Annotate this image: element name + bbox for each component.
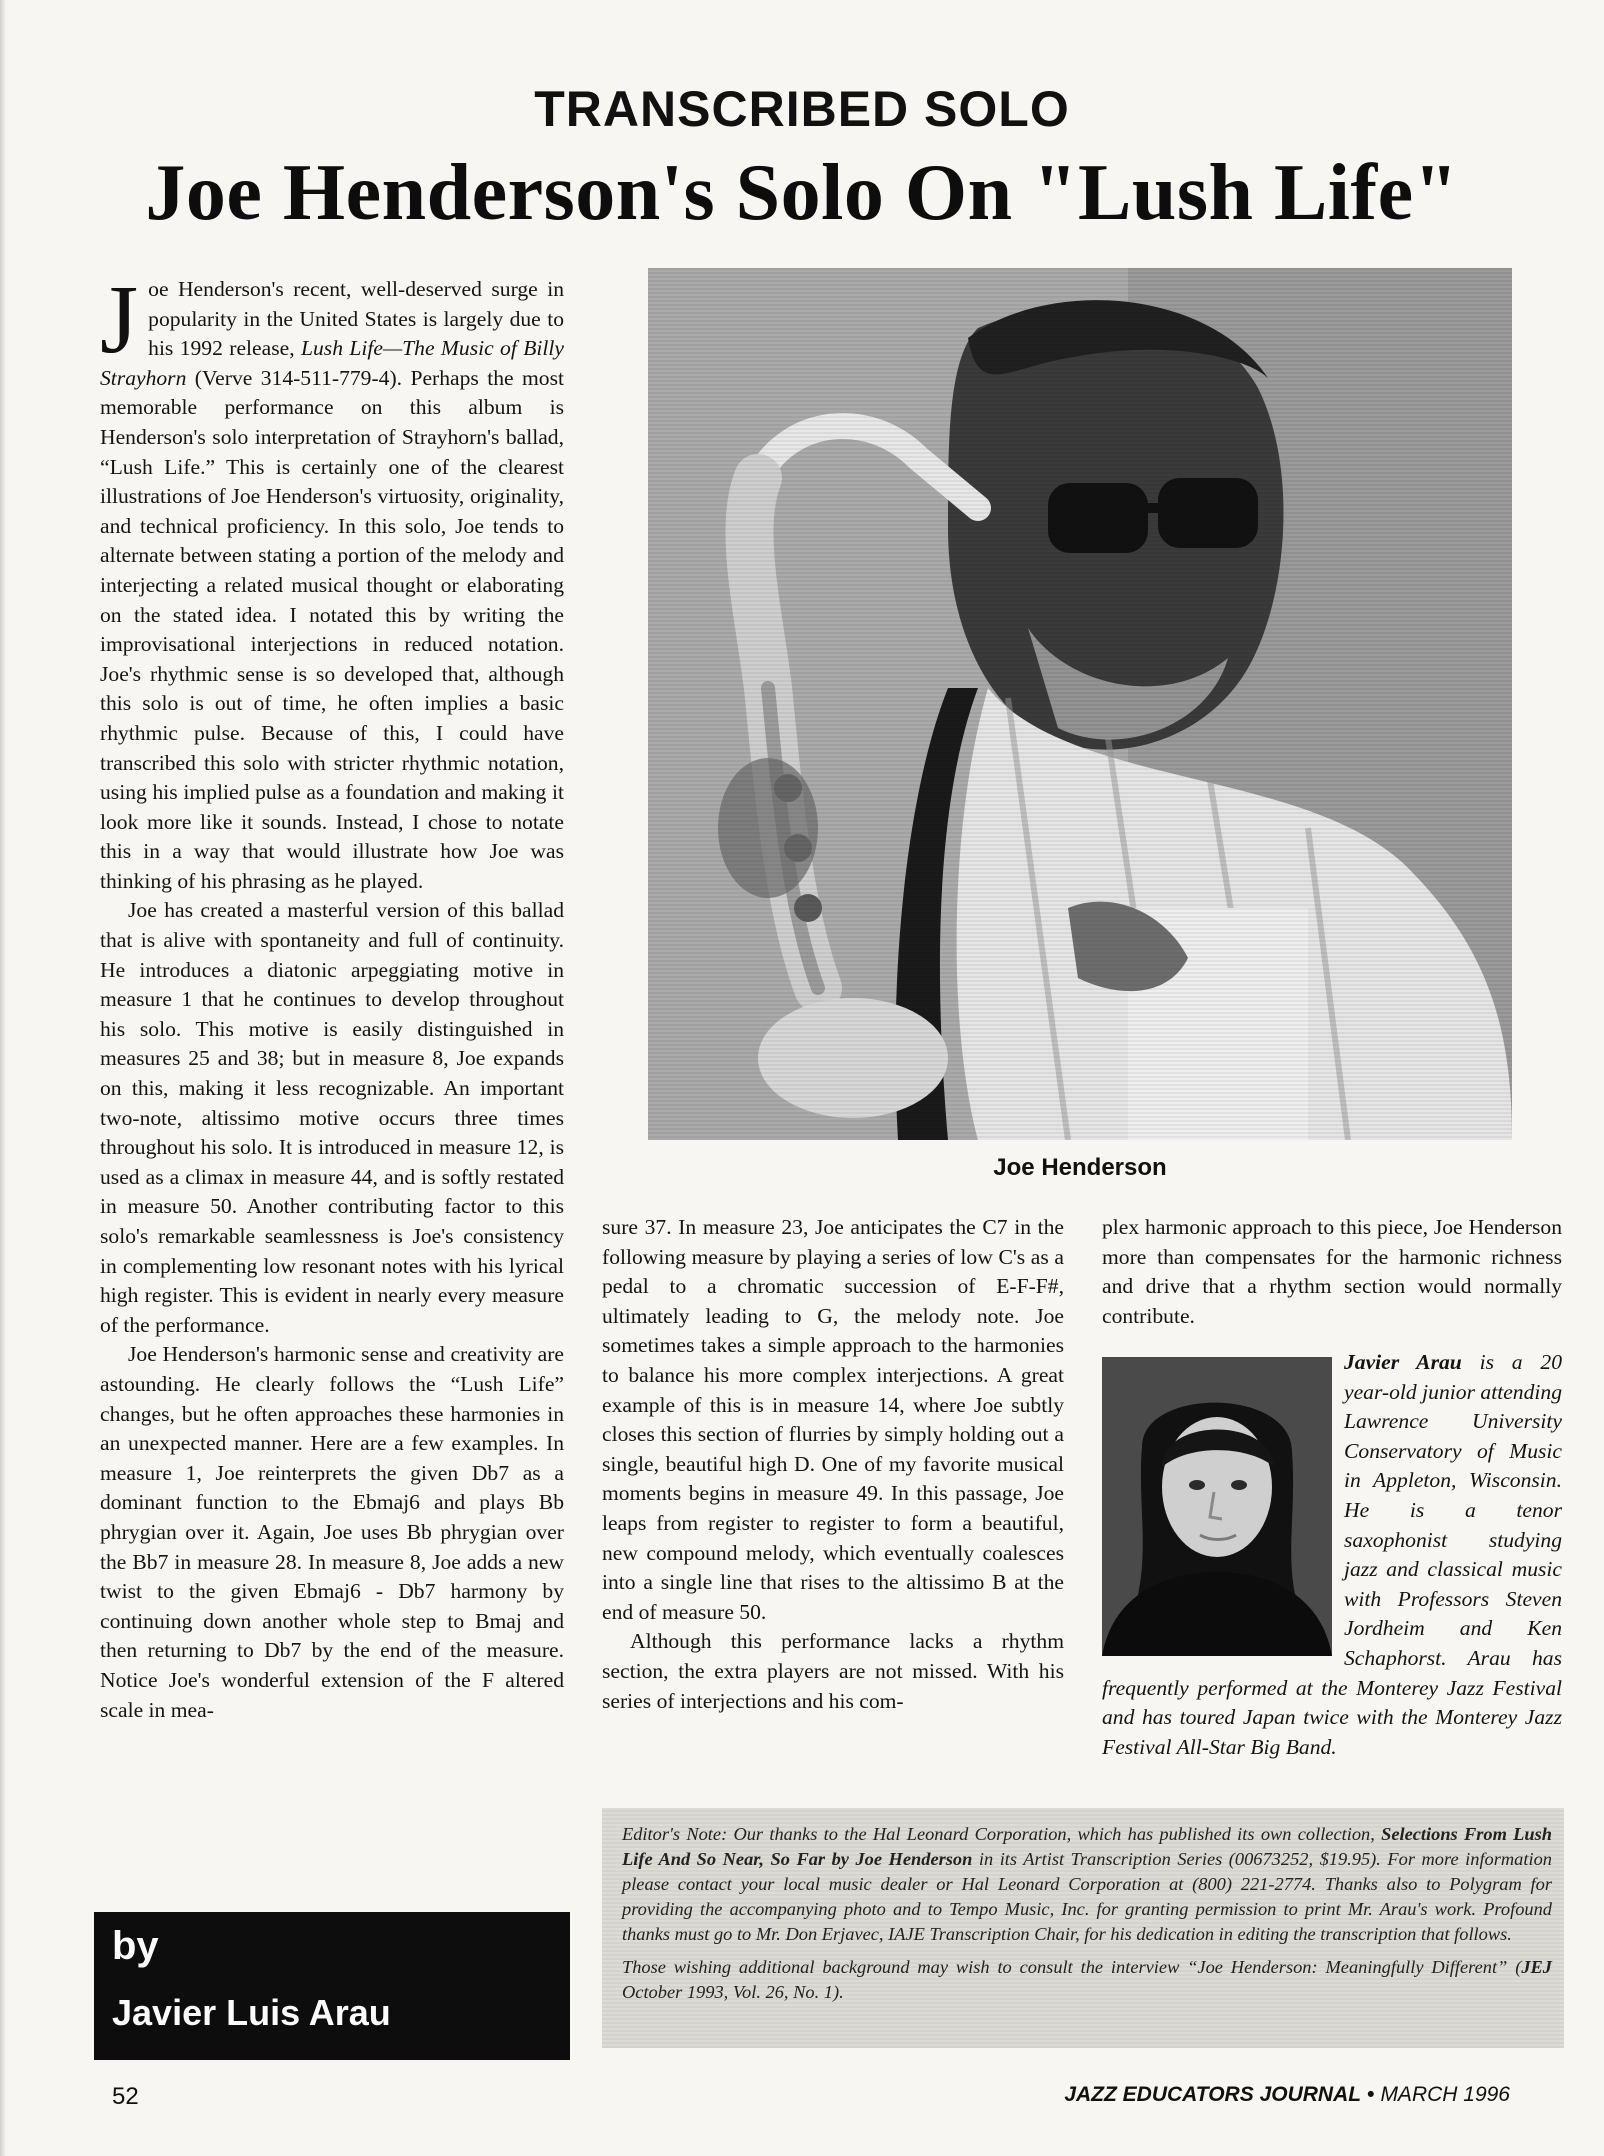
byline-by: by (112, 1924, 159, 1968)
bio-photo-spacer (1102, 1348, 1344, 1654)
author-bio (1102, 1348, 1562, 1762)
paragraph-lead: oe Henderson's recent, well-deserved surge in popularity in the United States is largely due to his 1992 release, (148, 277, 564, 361)
editors-note-text (622, 1822, 1552, 2013)
article-paragraph: plex harmonic approach to this piece, Joe Henderson more than compensates for the harmonic richness and drive that a rhythm section would normally contribute. (1102, 1215, 1562, 1328)
saxophonist-photo-illustration (648, 268, 1512, 1140)
footer-separator: • (1367, 2083, 1375, 2106)
photo-caption: Joe Henderson (993, 1154, 1167, 1181)
page-edge-shadow (0, 0, 6, 2156)
drop-cap: J (100, 266, 139, 374)
section-kicker: TRANSCRIBED SOLO (534, 81, 1070, 137)
bio-text: is a 20 year-old junior attending Lawrence University Conservatory of Music in Appleton, Wisconsin. He is a tenor saxophonist studying jazz and classical music with Professors Steven Jordheim and Ken Schaphorst. Arau has frequently performed at the Monterey Jazz Festival and has toured Japan twice with the Monterey Jazz Festival All-Star Big Band. (1102, 1350, 1562, 1759)
article-paragraph: Although this performance lacks a rhythm section, the extra players are not missed. With his series of interjections and his com- (602, 1629, 1064, 1713)
editors-note-paragraph (622, 1955, 1552, 2005)
note-rest: October 1993, Vol. 26, No. 1). (622, 1982, 844, 2002)
article-paragraph: sure 37. In measure 23, Joe anticipates the C7 in the following measure by playing a series of low C's as a pedal to a chromatic succession of E-F-F#, ultimately leading to G, the melody note. Joe sometimes takes a simple approach to the harmonies to balance his more complex interjections. A great example of this is in measure 14, where Joe subtly closes this section of flurries by simply holding out a single, beautiful high D. One of my favorite musical moments begins in measure 49. In this passage, Joe leaps from register to register to form a beautiful, new compound melody, which eventually coalesces into a single line that rises to the altissimo B at the end of measure 50. (602, 1215, 1064, 1624)
article-column-1 (100, 266, 565, 1725)
saxophonist-photo (648, 268, 1512, 1140)
article-paragraph: Joe has created a masterful version of this ballad that is alive with spontaneity and full of continuity. He introduces a diatonic arpeggiating motive in measure 1 that he continues to develop throughout his solo. This motive is easily distinguished in measures 25 and 38; but in measure 8, Joe expands on this, making it less recognizable. An important two-note, altissimo motive occurs three times throughout his solo. It is introduced in measure 12, is used as a climax in measure 44, and is softly restated in measure 50. Another contributing factor to this solo's remarkable seamlessness is Joe's consistency in complementing low resonant notes with his lyrical high register. This is evident in nearly every measure of the performance. (100, 898, 564, 1337)
note-lead: Those wishing additional background may wish to consult the interview “Joe Henderson: Meaningfully Different” ( (622, 1957, 1522, 1977)
note-book-title: Selections From Lush Life And So Near, So Far by Joe Henderson (622, 1824, 1552, 1869)
album-title: Lush Life—The Music of Billy Strayhorn (100, 336, 565, 390)
note-journal-abbrev: JEJ (1521, 1957, 1552, 1977)
editors-note-box (602, 1808, 1564, 2048)
page-number: 52 (112, 2083, 139, 2110)
article-column-2 (602, 1213, 1064, 1716)
article-paragraph: Joe Henderson's harmonic sense and creativity are astounding. He clearly follows the “Lush Life” changes, but he often approaches these harmonies in an unexpected manner. Here are a few examples. In measure 1, Joe reinterprets the given Db7 as a dominant function to the Ebmaj6 and plays Bb phrygian over it. Again, Joe uses Bb phrygian over the Bb7 in measure 28. In measure 8, Joe adds a new twist to the given Ebmaj6 - Db7 harmony by continuing down another whole step to Bmaj and then returning to Db7 by the end of the measure. Notice Joe's wonderful extension of the F altered scale in mea- (100, 1342, 564, 1722)
article-title: Joe Henderson's Solo On "Lush Life" (145, 149, 1459, 237)
byline-box (94, 1912, 570, 2060)
article-column-3 (1102, 1213, 1562, 1331)
note-rest: in its Artist Transcription Series (00673252, $19.95). For more information please contact your local music dealer or Hal Leonard Corporation at (800) 221-2774. Thanks also to Polygram for providing the accompanying photo and to Tempo Music, Inc. for granting permission to print Mr. Arau's work. Profound thanks must go to Mr. Don Erjavec, IAJE Transcription Chair, for his dedication in editing the transcription that follows. (622, 1849, 1552, 1944)
issue-date: MARCH 1996 (1380, 2083, 1510, 2106)
article-paragraph (100, 266, 565, 896)
note-lead: Editor's Note: Our thanks to the Hal Leonard Corporation, which has published its own collection, (622, 1824, 1382, 1844)
running-footer (1064, 2083, 1510, 2107)
byline-author: Javier Luis Arau (112, 1992, 391, 2033)
bio-author-name: Javier Arau (1344, 1350, 1462, 1374)
editors-note-paragraph (622, 1822, 1552, 1947)
journal-name: JAZZ EDUCATORS JOURNAL (1064, 2083, 1362, 2106)
paragraph-rest: (Verve 314-511-779-4). Perhaps the most memorable performance on this album is Henderson's solo interpretation of Strayhorn's ballad, “Lush Life.” This is certainly one of the clearest illustrations of Joe Henderson's virtuosity, originality, and technical proficiency. In this solo, Joe tends to alternate between stating a portion of the melody and interjecting a related musical thought or elaborating on the stated idea. I notated this by writing the improvisational interjections in reduced notation. Joe's rhythmic sense is so developed that, although this solo is out of time, he often implies a basic rhythmic pulse. Because of this, I could have transcribed this solo with stricter rhythmic notation, using his implied pulse as a foundation and making it look more like it sounds. Instead, I chose to notate this in a way that would illustrate how Joe was thinking of his phrasing as he played. (100, 365, 564, 893)
